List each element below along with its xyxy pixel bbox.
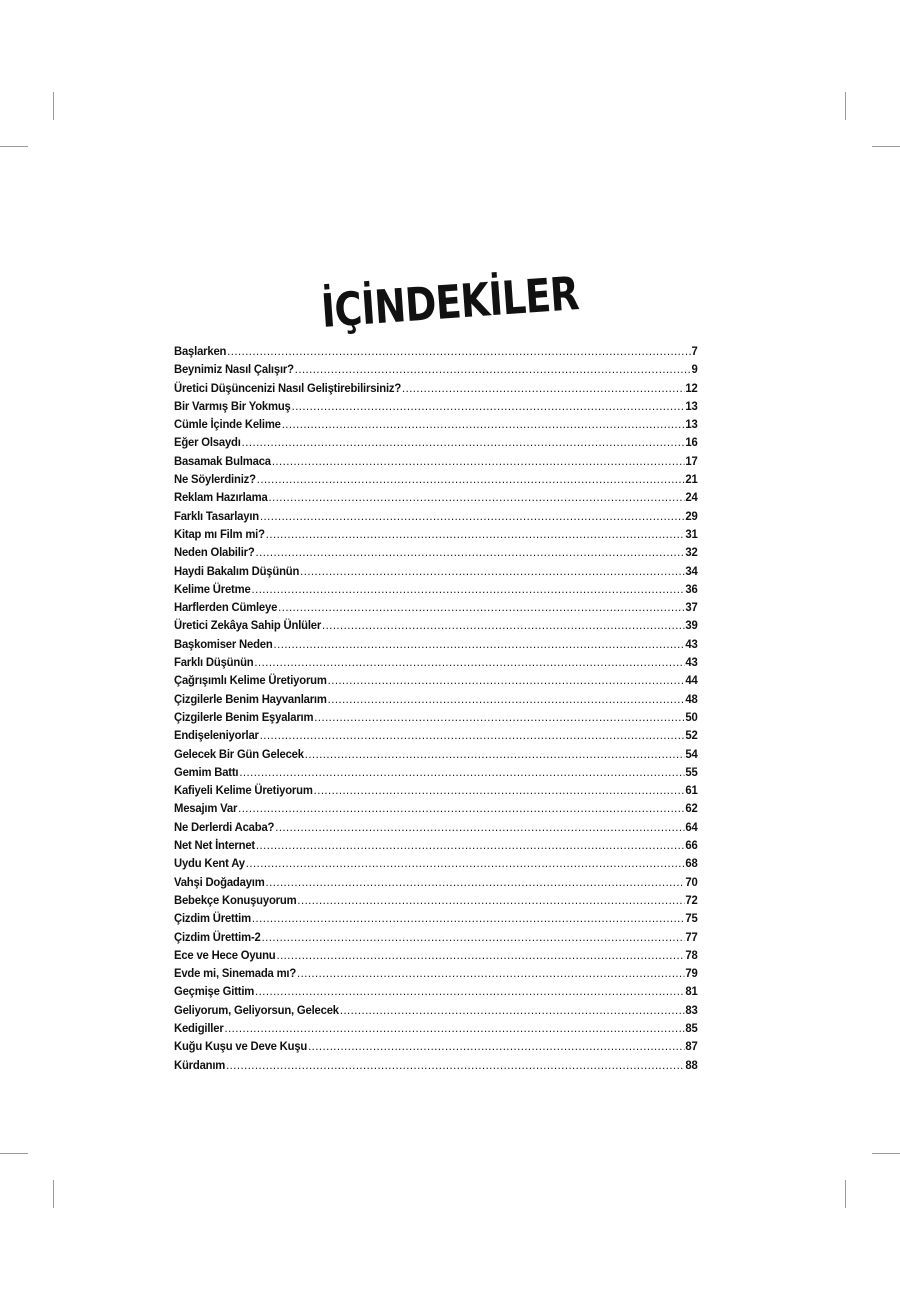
toc-entry-title: Kelime Üretme [174,581,251,596]
toc-entry-title: Endişeleniyorlar [174,728,259,743]
table-of-contents [174,344,698,1076]
toc-entry [174,856,698,874]
toc-entry [174,381,698,399]
toc-leader-dots [242,435,685,449]
toc-entry-title: Haydi Bakalım Düşünün [174,563,300,578]
toc-entry-page-number: 55 [685,764,698,779]
toc-entry-title: Kürdanım [174,1057,226,1072]
toc-entry-page-number: 62 [685,801,698,816]
toc-leader-dots [278,600,684,614]
toc-entry [174,509,698,527]
toc-entry-title: Ece ve Hece Oyunu [174,947,276,962]
toc-leader-dots [328,673,685,687]
toc-entry [174,527,698,545]
toc-entry [174,728,698,746]
toc-entry [174,417,698,435]
toc-entry-title: Geçmişe Gittim [174,984,255,999]
toc-entry-page-number: 21 [685,472,698,487]
toc-leader-dots [260,509,685,523]
toc-entry [174,747,698,765]
page-title: İÇİNDEKİLER [319,265,581,338]
toc-leader-dots [314,710,684,724]
toc-entry-page-number: 9 [691,362,698,377]
toc-entry-page-number: 43 [685,636,698,651]
toc-entry [174,655,698,673]
toc-entry-title: Kuğu Kuşu ve Deve Kuşu [174,1039,308,1054]
toc-entry-page-number: 24 [685,490,698,505]
toc-entry [174,472,698,490]
toc-leader-dots [227,344,690,358]
toc-entry-title: Kafiyeli Kelime Üretiyorum [174,783,313,798]
toc-leader-dots [292,399,685,413]
toc-entry [174,710,698,728]
toc-leader-dots [257,472,685,486]
toc-entry-title: Ne Söylerdiniz? [174,472,256,487]
toc-entry-page-number: 34 [685,563,698,578]
toc-entry-page-number: 75 [685,911,698,926]
toc-entry-title: Kedigiller [174,1020,224,1035]
toc-leader-dots [252,911,685,925]
toc-leader-dots [275,820,684,834]
crop-mark-top-right-horizontal [872,146,900,147]
toc-entry-title: Beynimiz Nasıl Çalışır? [174,362,294,377]
toc-entry-page-number: 68 [685,856,698,871]
toc-entry-title: Geliyorum, Geliyorsun, Gelecek [174,1002,339,1017]
toc-entry [174,490,698,508]
toc-entry-page-number: 88 [685,1057,698,1072]
toc-leader-dots [402,381,684,395]
toc-entry-page-number: 13 [685,417,698,432]
toc-entry-title: Çizdim Ürettim [174,911,251,926]
toc-entry [174,673,698,691]
toc-entry [174,692,698,710]
toc-entry-page-number: 17 [685,453,698,468]
toc-entry-page-number: 61 [685,783,698,798]
toc-entry-page-number: 43 [685,655,698,670]
toc-leader-dots [255,984,684,998]
toc-entry-page-number: 13 [685,398,698,413]
toc-leader-dots [254,655,684,669]
toc-entry-page-number: 79 [685,966,698,981]
toc-leader-dots [308,1039,684,1053]
toc-leader-dots [274,637,685,651]
toc-leader-dots [224,1021,684,1035]
toc-entry [174,801,698,819]
toc-entry [174,600,698,618]
toc-entry [174,582,698,600]
toc-entry [174,838,698,856]
toc-entry-title: Çizdim Ürettim-2 [174,929,261,944]
toc-entry [174,454,698,472]
toc-entry-title: Basamak Bulmaca [174,453,271,468]
crop-mark-top-left-vertical [53,92,54,120]
toc-entry-title: Net Net İnternet [174,838,255,853]
toc-entry [174,930,698,948]
toc-entry-page-number: 85 [685,1020,698,1035]
toc-entry-title: Neden Olabilir? [174,545,255,560]
toc-entry [174,1003,698,1021]
toc-entry-title: Çağrışımlı Kelime Üretiyorum [174,673,327,688]
toc-leader-dots [266,527,685,541]
toc-entry-title: Gelecek Bir Gün Gelecek [174,746,304,761]
toc-entry-title: Farklı Tasarlayın [174,508,260,523]
toc-entry-title: Cümle İçinde Kelime [174,417,281,432]
toc-entry-page-number: 52 [685,728,698,743]
toc-entry [174,637,698,655]
toc-leader-dots [260,728,685,742]
toc-entry-title: Bir Varmış Bir Yokmuş [174,398,291,413]
toc-entry [174,948,698,966]
toc-leader-dots [239,765,684,779]
toc-entry-page-number: 31 [685,526,698,541]
toc-entry-title: Başkomiser Neden [174,636,273,651]
toc-entry [174,966,698,984]
toc-entry-page-number: 36 [685,581,698,596]
toc-entry-page-number: 39 [685,618,698,633]
toc-entry-title: Harflerden Cümleye [174,600,278,615]
toc-entry [174,362,698,380]
toc-entry [174,911,698,929]
toc-leader-dots [300,564,684,578]
toc-entry-title: Gemim Battı [174,764,239,779]
crop-mark-bottom-left-horizontal [0,1153,28,1154]
toc-leader-dots [322,618,684,632]
crop-mark-bottom-right-vertical [845,1180,846,1208]
crop-mark-bottom-right-horizontal [872,1153,900,1154]
toc-entry-title: Üretici Düşüncenizi Nasıl Geliştirebilirsiniz? [174,380,402,395]
toc-entry-page-number: 16 [685,435,698,450]
toc-leader-dots [340,1003,685,1017]
toc-entry-title: Uydu Kent Ay [174,856,245,871]
crop-mark-top-left-horizontal [0,146,28,147]
toc-leader-dots [255,545,684,559]
toc-entry-page-number: 44 [685,673,698,688]
toc-leader-dots [295,362,691,376]
toc-entry-page-number: 64 [685,819,698,834]
toc-entry-page-number: 70 [685,874,698,889]
toc-entry-title: Evde mi, Sinemada mı? [174,966,297,981]
toc-leader-dots [266,875,685,889]
crop-mark-top-right-vertical [845,92,846,120]
toc-leader-dots [328,692,685,706]
toc-entry-title: Başlarken [174,344,227,358]
toc-entry-title: Kitap mı Film mi? [174,526,265,541]
toc-entry-page-number: 48 [685,691,698,706]
toc-entry [174,435,698,453]
toc-entry-page-number: 78 [685,947,698,962]
toc-entry-page-number: 54 [685,746,698,761]
toc-entry-title: Eğer Olsaydı [174,435,241,450]
toc-entry [174,1058,698,1076]
toc-entry-page-number: 66 [685,838,698,853]
toc-entry-title: Üretici Zekâya Sahip Ünlüler [174,618,322,633]
toc-entry-title: Reklam Hazırlama [174,490,268,505]
toc-leader-dots [262,930,685,944]
toc-entry [174,875,698,893]
toc-entry-page-number: 83 [685,1002,698,1017]
toc-entry [174,545,698,563]
toc-entry-title: Mesajım Var [174,801,238,816]
toc-entry [174,564,698,582]
toc-entry-title: Vahşi Doğadayım [174,874,265,889]
toc-leader-dots [305,747,685,761]
toc-leader-dots [268,490,684,504]
toc-entry [174,984,698,1002]
toc-leader-dots [297,893,684,907]
toc-entry-page-number: 29 [685,508,698,523]
toc-entry-page-number: 37 [685,600,698,615]
toc-entry-page-number: 50 [685,709,698,724]
toc-entry-page-number: 12 [685,380,698,395]
toc-entry [174,1039,698,1057]
toc-entry [174,820,698,838]
toc-leader-dots [238,801,684,815]
toc-entry-page-number: 87 [685,1039,698,1054]
toc-entry-title: Çizgilerle Benim Hayvanlarım [174,691,327,706]
toc-entry [174,399,698,417]
toc-leader-dots [272,454,685,468]
toc-entry-page-number: 32 [685,545,698,560]
toc-leader-dots [282,417,685,431]
toc-entry-page-number: 72 [685,892,698,907]
toc-entry [174,344,698,362]
toc-entry-title: Bebekçe Konuşuyorum [174,892,297,907]
toc-leader-dots [314,783,685,797]
crop-mark-bottom-left-vertical [53,1180,54,1208]
toc-entry-title: Çizgilerle Benim Eşyalarım [174,709,314,724]
toc-entry [174,783,698,801]
toc-leader-dots [276,948,684,962]
toc-entry-title: Ne Derlerdi Acaba? [174,819,275,834]
toc-entry [174,618,698,636]
toc-entry-page-number: 77 [685,929,698,944]
toc-entry [174,765,698,783]
toc-entry-page-number: 7 [691,344,698,358]
toc-entry [174,893,698,911]
toc-leader-dots [226,1058,684,1072]
toc-entry-page-number: 81 [685,984,698,999]
toc-leader-dots [297,966,684,980]
toc-entry [174,1021,698,1039]
toc-entry-title: Farklı Düşünün [174,655,254,670]
toc-leader-dots [256,838,685,852]
toc-leader-dots [246,856,685,870]
toc-leader-dots [251,582,684,596]
